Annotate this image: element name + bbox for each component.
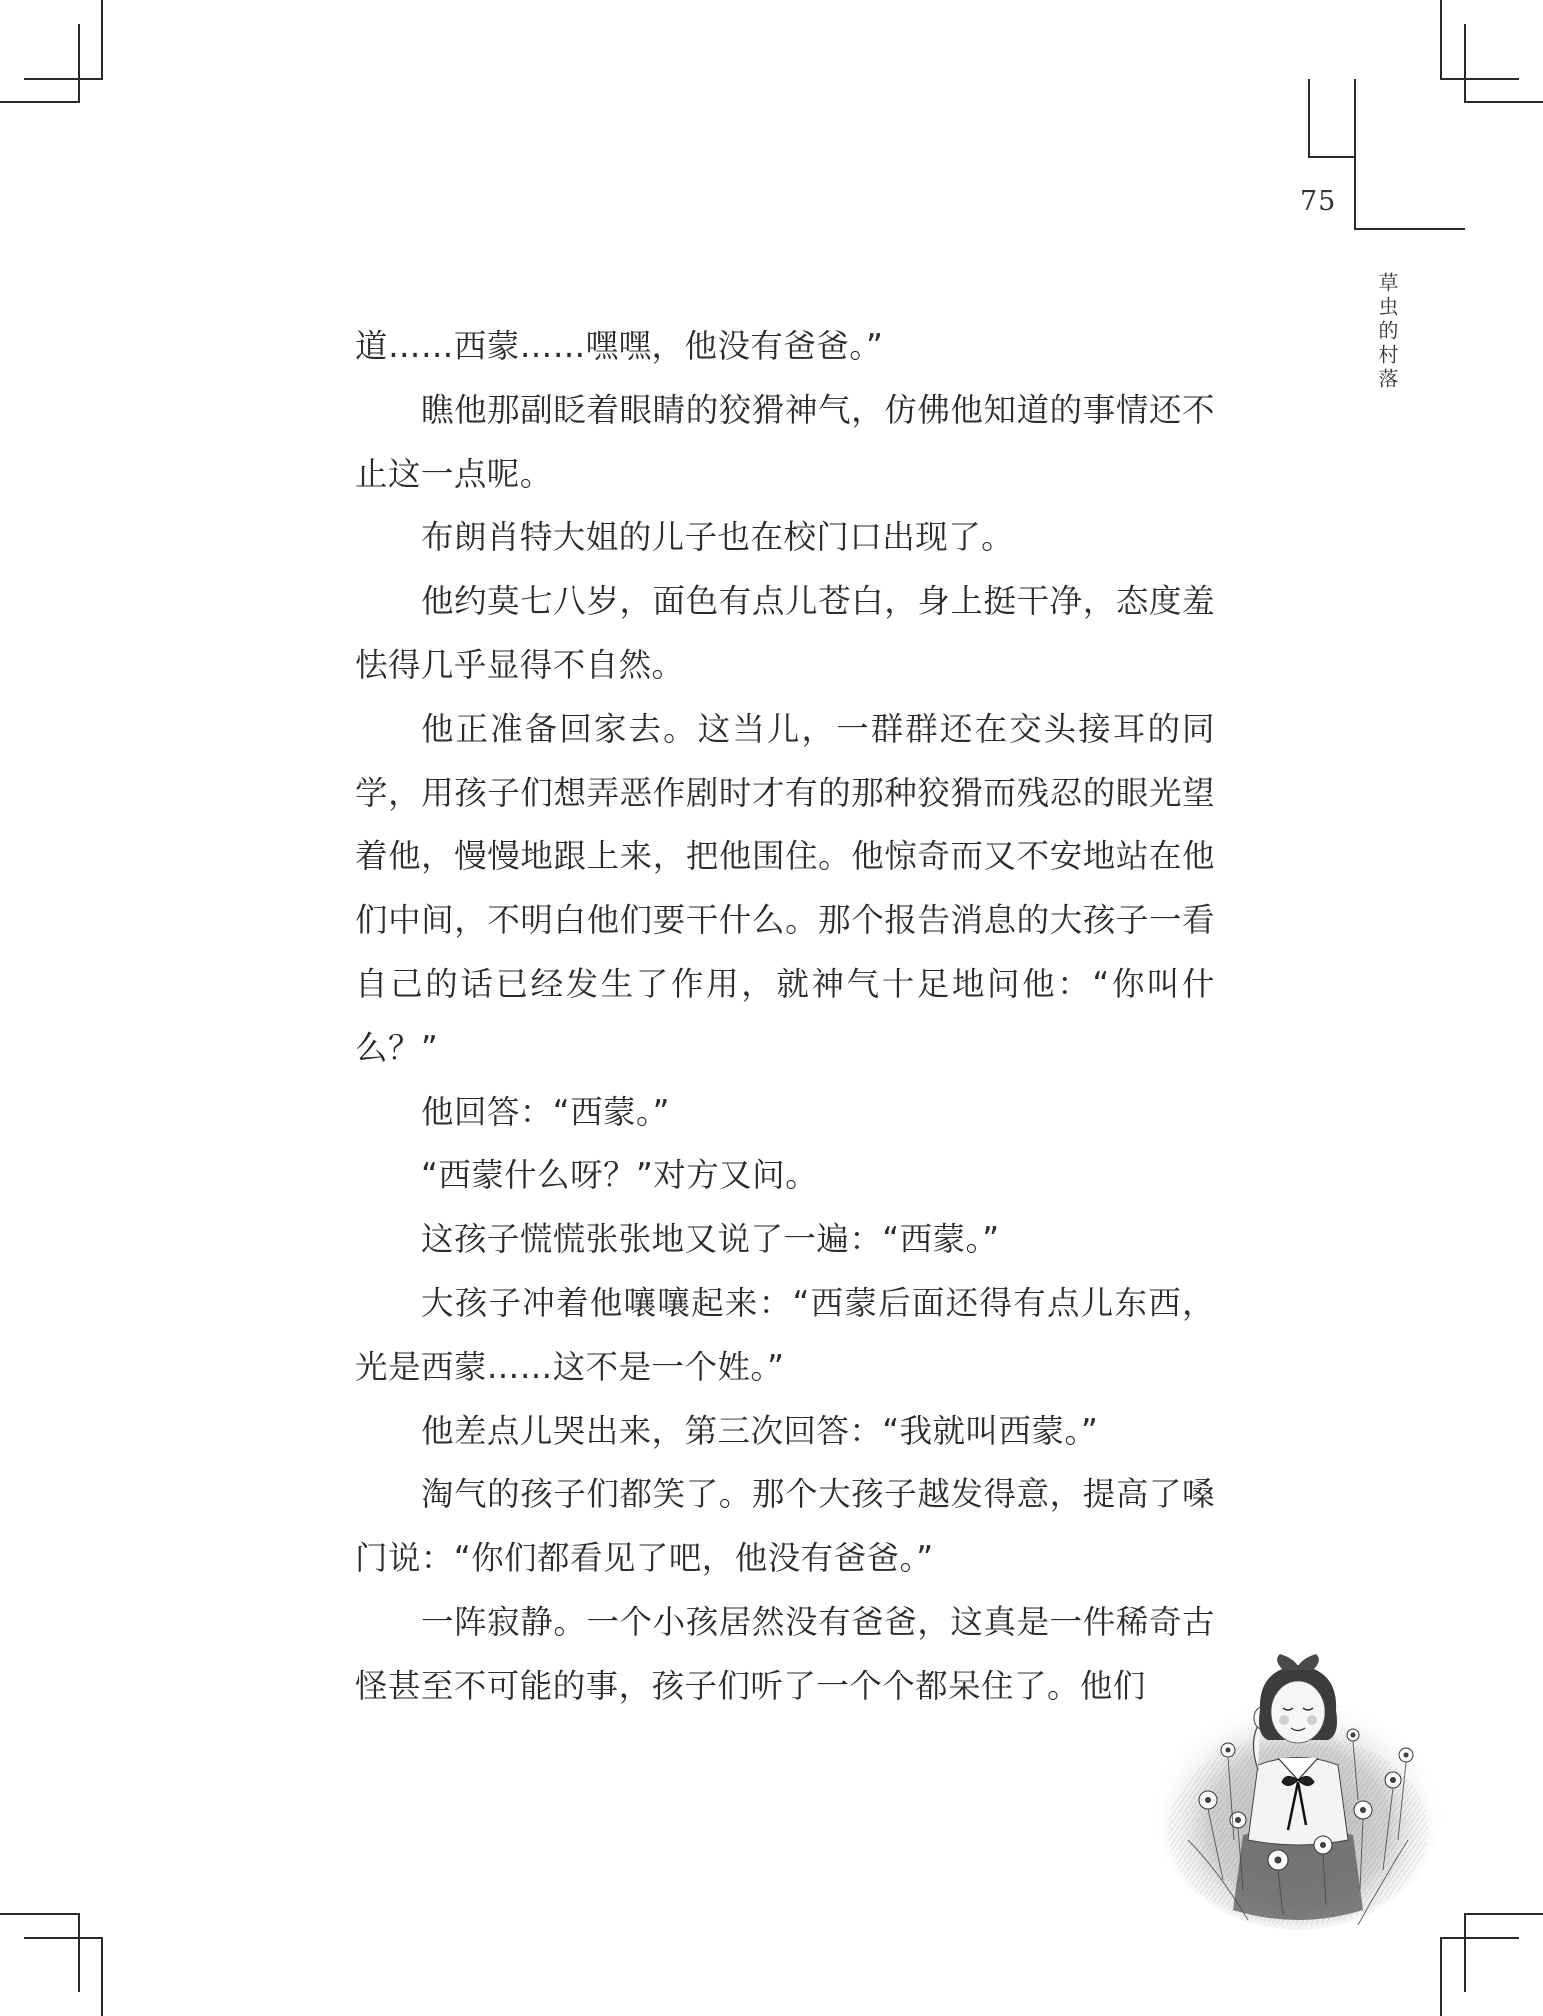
paragraph: “西蒙什么呀？”对方又问。 xyxy=(421,1156,819,1195)
paragraph: 道……西蒙……嘿嘿，他没有爸爸。” xyxy=(355,327,884,365)
crop-mark-top-right-outer-vertical xyxy=(1440,0,1442,79)
crop-mark-top-left-outer-vertical xyxy=(101,0,103,79)
running-head-book-title: 草虫的村落 xyxy=(1375,272,1399,392)
crop-mark-top-left-outer-horizontal xyxy=(24,78,103,80)
paragraph: 这孩子慌慌张张地又说了一遍：“西蒙。” xyxy=(421,1220,1000,1259)
crop-mark-top-left-inner-vertical xyxy=(78,24,80,103)
header-bracket-left-vertical xyxy=(1308,79,1310,158)
crop-mark-bottom-right-outer-horizontal xyxy=(1464,1913,1543,1915)
paragraph: 瞧他那副眨着眼睛的狡猾神气，仿佛他知道的事情还不止这一点呢。 xyxy=(355,390,1215,493)
body-text xyxy=(355,315,1215,1719)
paragraph: 他回答：“西蒙。” xyxy=(421,1092,670,1131)
header-bracket-left-horizontal xyxy=(1308,156,1355,158)
crop-mark-top-left-inner-horizontal xyxy=(0,101,79,103)
header-bracket-right-vertical xyxy=(1354,79,1356,230)
header-bracket-bottom-horizontal xyxy=(1354,228,1465,230)
crop-mark-bottom-right-inner-horizontal xyxy=(1440,1937,1519,1939)
crop-mark-bottom-right-outer-vertical xyxy=(1464,1913,1466,1992)
paragraph: 他正准备回家去。这当儿，一群群还在交头接耳的同学，用孩子们想弄恶作剧时才有的那种狡猾而残忍的眼光望着他，慢慢地跟上来，把他围住。他惊奇而又不安地站在他们中间，不明白他们要干什么。那个报告消息的大孩子一看自己的话已经发生了作用，就神气十足地问他：“你叫什么？” xyxy=(355,709,1215,1067)
crop-mark-bottom-left-inner-vertical xyxy=(101,1937,103,2016)
crop-mark-bottom-left-outer-vertical xyxy=(78,1913,80,1992)
paragraph: 淘气的孩子们都笑了。那个大孩子越发得意，提高了嗓门说：“你们都看见了吧，他没有爸爸。” xyxy=(355,1475,1215,1578)
paragraph: 大孩子冲着他嚷嚷起来：“西蒙后面还得有点儿东西，光是西蒙……这不是一个姓。” xyxy=(355,1283,1215,1386)
crop-mark-bottom-left-outer-horizontal xyxy=(0,1913,79,1915)
crop-mark-bottom-right-inner-vertical xyxy=(1440,1937,1442,2016)
crop-mark-top-right-inner-vertical xyxy=(1464,24,1466,103)
crop-mark-top-right-outer-horizontal xyxy=(1440,78,1519,80)
page-number: 75 xyxy=(1300,186,1337,217)
paragraph: 布朗肖特大姐的儿子也在校门口出现了。 xyxy=(421,518,1015,557)
paragraph: 他约莫七八岁，面色有点儿苍白，身上挺干净，态度羞怯得几乎显得不自然。 xyxy=(355,582,1215,684)
paragraph: 他差点儿哭出来，第三次回答：“我就叫西蒙。” xyxy=(421,1411,1099,1450)
girl-in-flowers-illustration xyxy=(1148,1640,1448,1940)
paragraph: 一阵寂静。一个小孩居然没有爸爸，这真是一件稀奇古怪甚至不可能的事，孩子们听了一个个都呆住了。他们 xyxy=(355,1602,1215,1705)
crop-mark-top-right-inner-horizontal xyxy=(1464,101,1543,103)
crop-mark-bottom-left-inner-horizontal xyxy=(24,1937,103,1939)
